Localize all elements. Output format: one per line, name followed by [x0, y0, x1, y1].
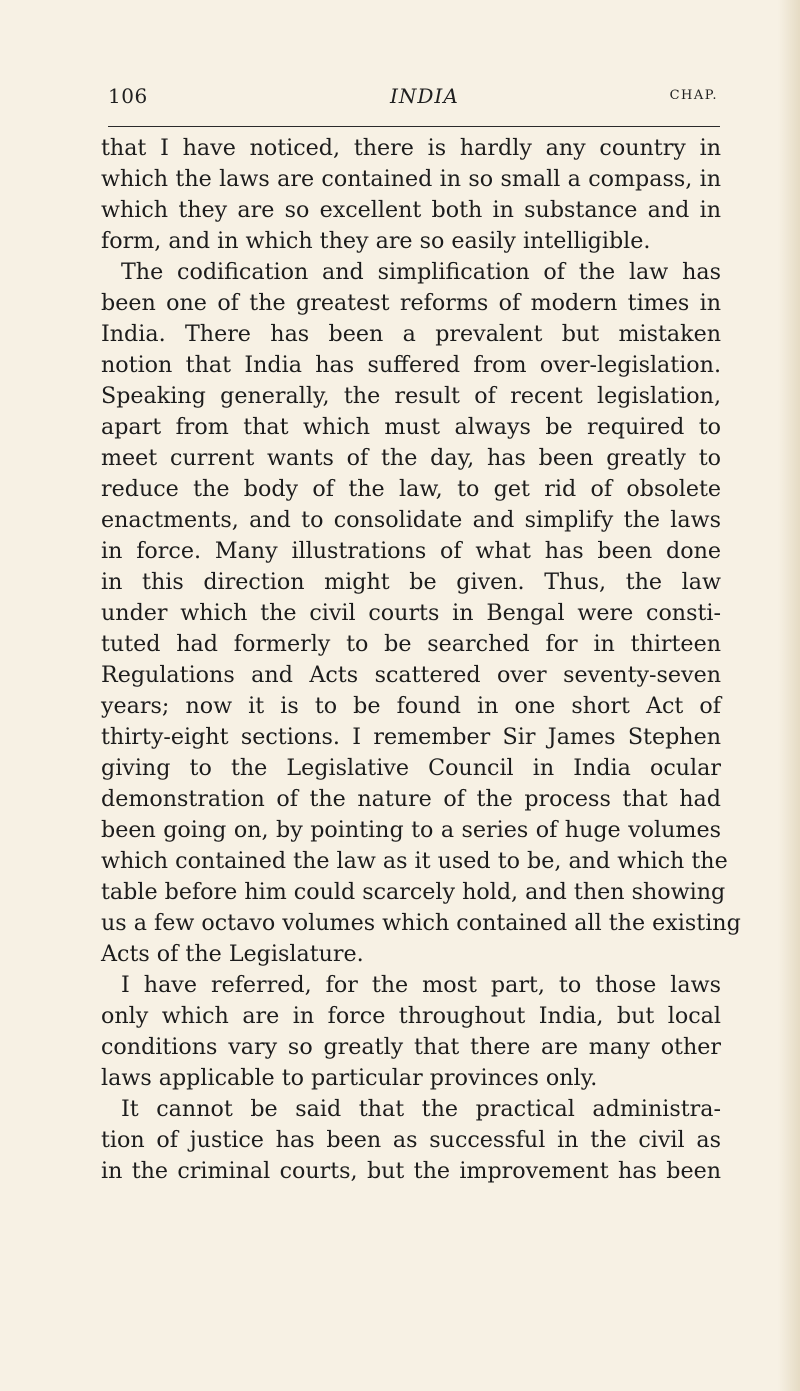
header-rule	[108, 126, 720, 127]
text-line: that I have noticed, there is hardly any country in	[101, 135, 721, 161]
text-line: Acts of the Legislature.	[101, 941, 364, 967]
text-line: The codification and simplification of the law has	[121, 259, 721, 285]
text-line: which the laws are contained in so small a compass, in	[101, 166, 721, 192]
text-line: which contained the law as it used to be, and which the	[101, 848, 728, 874]
text-line: form, and in which they are so easily intelligible.	[101, 228, 651, 254]
text-line: only which are in force throughout India, but local	[101, 1003, 721, 1029]
text-line: table before him could scarcely hold, and then showing	[101, 879, 726, 905]
text-line: enactments, and to consolidate and simplify the laws	[101, 507, 721, 533]
text-line: I have referred, for the most part, to those laws	[121, 972, 721, 998]
text-line: conditions vary so greatly that there are many other	[101, 1034, 721, 1060]
text-line: meet current wants of the day, has been greatly to	[101, 445, 721, 471]
running-head	[108, 78, 718, 118]
text-line: been one of the greatest reforms of modern times in	[101, 290, 721, 316]
text-line: apart from that which must always be required to	[101, 414, 721, 440]
text-line: us a few octavo volumes which contained all the existing	[101, 910, 741, 936]
text-line: in the criminal courts, but the improvement has been	[101, 1158, 721, 1184]
text-line: tuted had formerly to be searched for in thirteen	[101, 631, 721, 657]
text-line: been going on, by pointing to a series of huge volumes	[101, 817, 721, 843]
text-line: laws applicable to particular provinces only.	[101, 1065, 598, 1091]
text-line: in force. Many illustrations of what has been done	[101, 538, 721, 564]
page-edge-shadow	[778, 0, 800, 1391]
text-line: reduce the body of the law, to get rid of obsolete	[101, 476, 721, 502]
text-line: Speaking generally, the result of recent legislation,	[101, 383, 721, 409]
text-line: It cannot be said that the practical administra-	[121, 1096, 721, 1122]
text-line: thirty-eight sections. I remember Sir James Stephen	[101, 724, 721, 750]
text-line: in this direction might be given. Thus, the law	[101, 569, 721, 595]
text-line: Regulations and Acts scattered over seventy-seven	[101, 662, 721, 688]
text-line: notion that India has suffered from over-legislation.	[101, 352, 721, 378]
text-line: demonstration of the nature of the process that had	[101, 786, 721, 812]
text-line: tion of justice has been as successful in the civil as	[101, 1127, 721, 1153]
text-line: giving to the Legislative Council in India ocular	[101, 755, 721, 781]
text-line: which they are so excellent both in substance and in	[101, 197, 721, 223]
chapter-label: CHAP.	[669, 88, 718, 103]
text-line: years; now it is to be found in one short Act of	[101, 693, 721, 719]
running-title: INDIA	[390, 84, 459, 108]
text-line: under which the civil courts in Bengal were consti-	[101, 600, 721, 626]
text-line: India. There has been a prevalent but mistaken	[101, 321, 721, 347]
page-number: 106	[108, 84, 148, 108]
body-text	[101, 133, 741, 1187]
